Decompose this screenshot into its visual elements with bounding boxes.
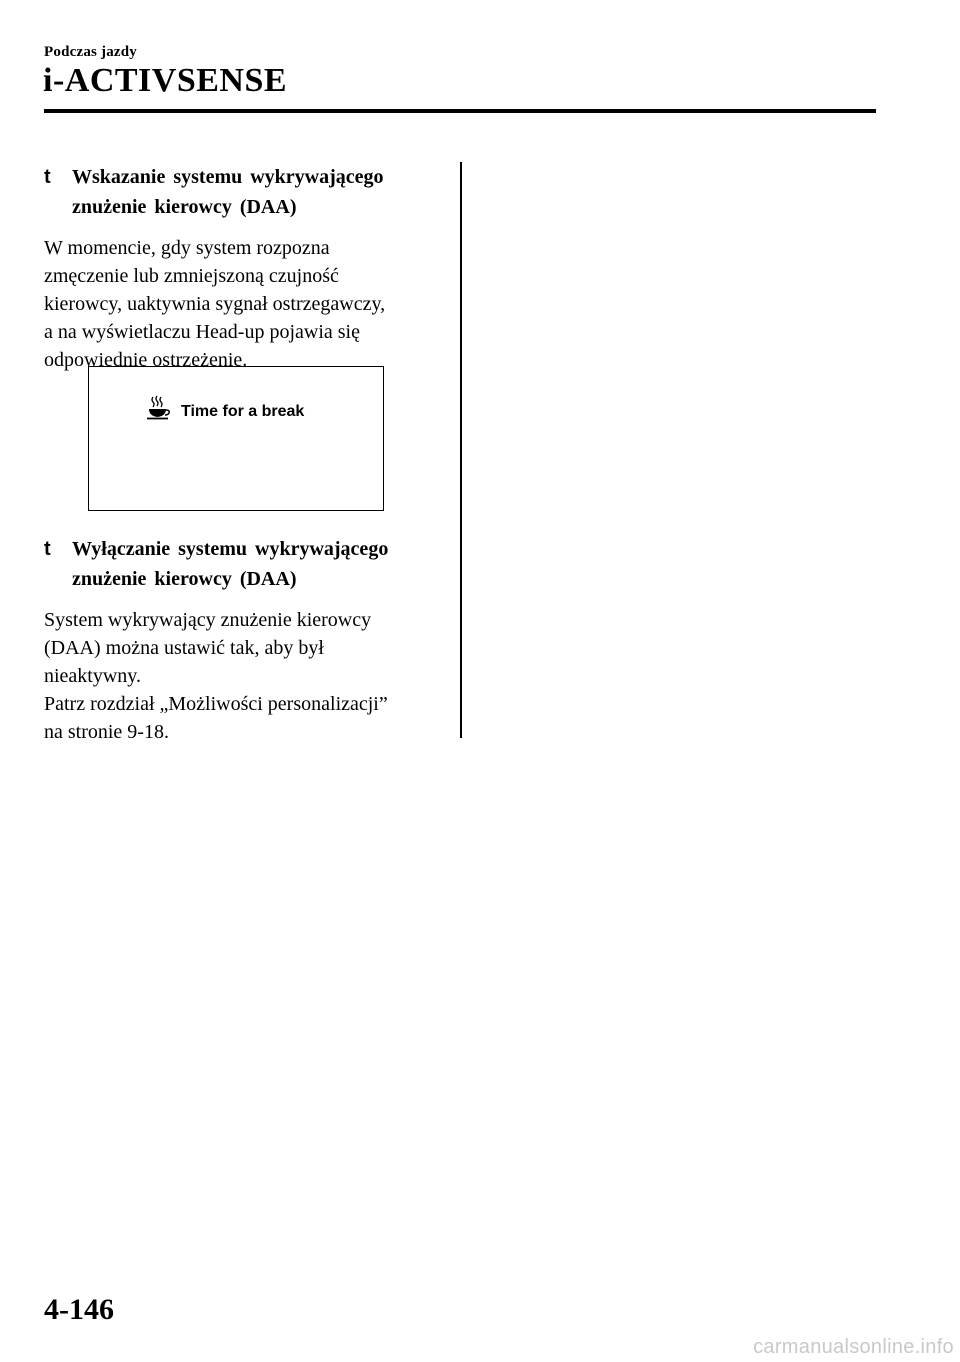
body-line: kierowcy, uaktywnia sygnał ostrzegawczy, <box>44 293 386 315</box>
break-warning-message <box>145 395 304 421</box>
page-number: 4-146 <box>44 1293 114 1326</box>
body-line: System wykrywający znużenie kierowcy <box>44 609 372 631</box>
header-rule <box>44 109 876 113</box>
section-body <box>44 606 444 746</box>
body-line: a na wyświetlaczu Head-up pojawia się <box>44 321 360 343</box>
coffee-cup-icon <box>145 395 171 421</box>
body-line: na stronie 9-18. <box>44 721 169 743</box>
chapter-title: i-ACTIVSENSE <box>43 62 288 99</box>
body-line: zmęczenie lub zmniejszoną czujność <box>44 265 339 287</box>
section-body <box>44 234 444 374</box>
body-line: Patrz rozdział „Możliwości personalizacji” <box>44 693 388 715</box>
section-title <box>44 534 444 594</box>
section-title-line: znużenie kierowcy (DAA) <box>72 568 297 590</box>
section-warning-indication <box>44 162 444 374</box>
section-deactivation <box>44 534 444 746</box>
section-title-line: Wyłączanie systemu wykrywającego <box>72 538 389 560</box>
body-line: (DAA) można ustawić tak, aby był <box>44 637 324 659</box>
head-up-display-illustration <box>88 366 384 511</box>
section-title <box>44 162 444 222</box>
section-title-line: Wskazanie systemu wykrywającego <box>72 166 384 188</box>
message-text: Time for a break <box>181 403 305 420</box>
header-section-label: Podczas jazdy <box>44 44 138 60</box>
body-line: odpowiednie ostrzeżenie. <box>44 349 248 371</box>
body-line: W momencie, gdy system rozpozna <box>44 237 330 259</box>
bullet-icon: t <box>44 166 51 188</box>
footer-watermark[interactable]: carmanualsonline.info <box>753 1336 954 1358</box>
bullet-icon: t <box>44 538 51 560</box>
section-title-line: znużenie kierowcy (DAA) <box>72 196 297 218</box>
body-line: nieaktywny. <box>44 665 142 687</box>
column-divider <box>460 162 462 738</box>
